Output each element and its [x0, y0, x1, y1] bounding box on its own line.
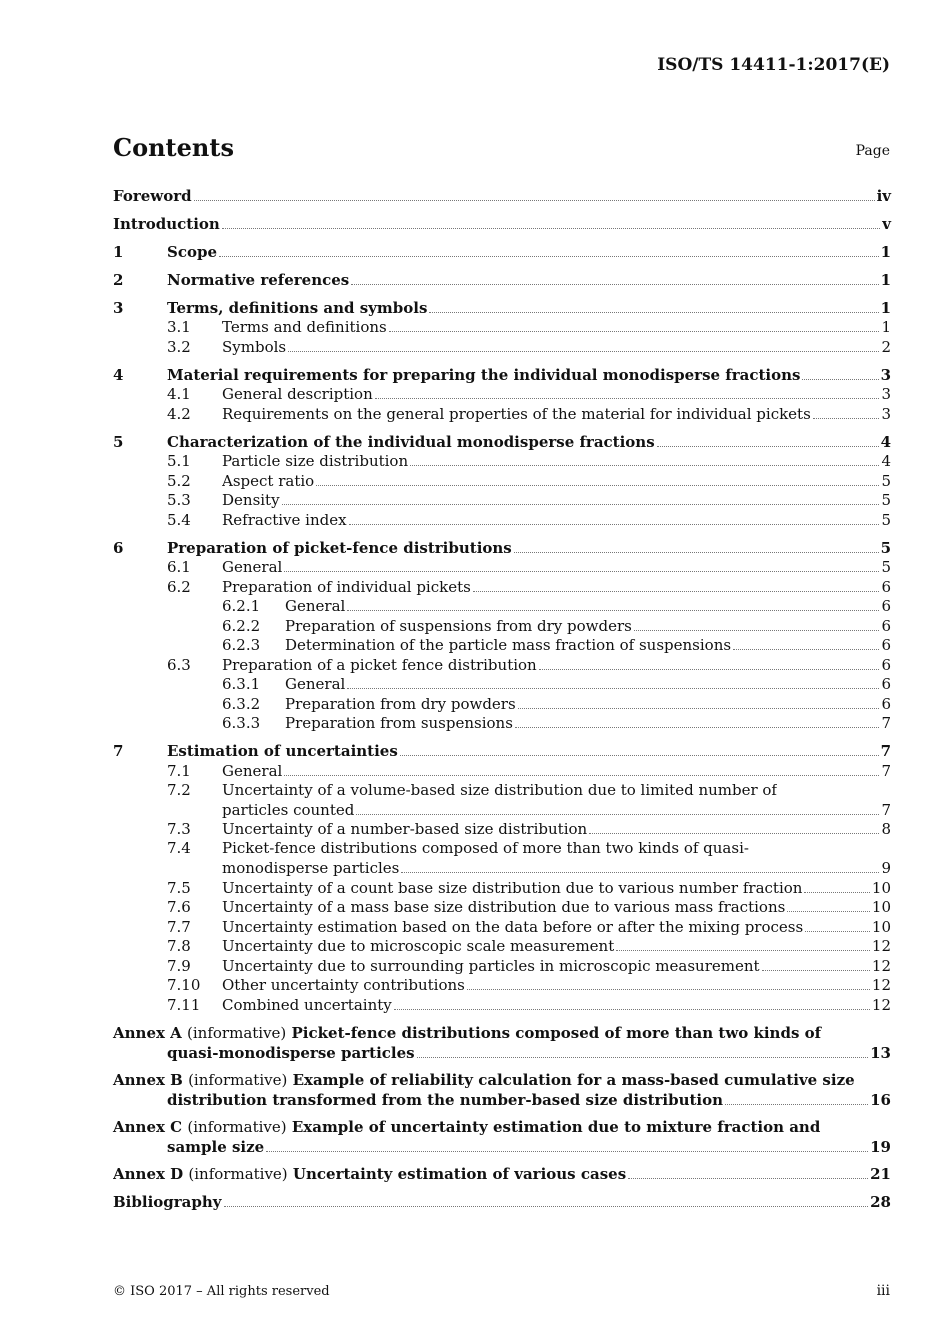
toc-title: Preparation of picket-fence distributions: [167, 538, 512, 557]
toc-title: General description: [222, 385, 373, 403]
toc-entry-4[interactable]: [113, 365, 891, 385]
toc-number: 4.2: [167, 404, 191, 423]
toc-entry-7-11[interactable]: [113, 995, 891, 1015]
toc-title: Uncertainty of a mass base size distribution due to various mass fractions: [222, 898, 786, 916]
toc-title: Other uncertainty contributions: [222, 976, 465, 994]
dot-leader: [429, 312, 878, 313]
toc-page: 6: [881, 694, 891, 713]
toc-entry-6-2-3[interactable]: [113, 636, 891, 656]
dot-leader: [282, 504, 880, 505]
toc-number: 7.8: [167, 937, 191, 955]
toc-title: Estimation of uncertainties: [167, 742, 398, 760]
toc-title: Bibliography: [113, 1193, 222, 1211]
toc-title: Combined uncertainty: [222, 995, 392, 1014]
toc-page: 5: [881, 510, 891, 529]
toc-title: Scope: [167, 242, 218, 261]
toc-title: Introduction: [113, 214, 220, 233]
toc-entry-2[interactable]: [113, 270, 891, 290]
toc-number: 7.3: [167, 820, 191, 838]
table-of-contents: [113, 186, 891, 1212]
dot-leader: [518, 708, 880, 709]
toc-title: Determination of the particle mass fraction of suspensions: [285, 636, 732, 654]
toc-number: 5: [113, 432, 124, 451]
toc-number: 6.2.3: [222, 636, 261, 654]
toc-number: 1: [113, 242, 124, 261]
toc-page: 6: [881, 577, 891, 596]
toc-number: 5.1: [167, 452, 191, 470]
toc-number: 7.6: [167, 898, 191, 916]
toc-title: Preparation from suspensions: [285, 714, 513, 732]
toc-page: 1: [880, 298, 891, 317]
page-column-label: Page: [855, 143, 890, 159]
toc-page: 1: [880, 242, 891, 261]
toc-number: 7.1: [167, 761, 191, 780]
toc-entry-5-4[interactable]: [113, 510, 891, 530]
toc-number: 6.2.2: [222, 616, 261, 635]
toc-number: 6.3.3: [222, 714, 261, 732]
toc-entry-7-9[interactable]: [113, 956, 891, 976]
toc-entry-annex-a[interactable]: [113, 1024, 891, 1063]
toc-title: Uncertainty of a number-based size distribution: [222, 820, 588, 838]
toc-title: Terms and definitions: [222, 318, 387, 336]
annex-label: Annex C: [113, 1117, 183, 1136]
toc-number: 3.1: [167, 318, 191, 336]
toc-page: 3: [881, 385, 891, 403]
dot-leader: [222, 228, 880, 229]
annex-type: (informative): [188, 1165, 288, 1183]
toc-entry-1[interactable]: [113, 242, 891, 262]
toc-number: 3.2: [167, 337, 191, 356]
toc-page: 12: [871, 976, 891, 994]
toc-entry-5[interactable]: [113, 432, 891, 452]
toc-entry-4-2[interactable]: [113, 404, 891, 424]
toc-number: 6.1: [167, 558, 191, 576]
toc-title-continued: monodisperse particles: [222, 859, 400, 877]
toc-entry-6-3-1[interactable]: [113, 675, 891, 695]
dot-leader: [762, 970, 870, 971]
copyright-notice: © ISO 2017 – All rights reserved: [113, 1284, 330, 1299]
toc-number: 5.3: [167, 491, 191, 509]
toc-number: 7.10: [167, 976, 201, 994]
toc-number: 7.5: [167, 878, 191, 897]
toc-number: 6: [113, 538, 124, 557]
annex-type: (informative): [187, 1023, 287, 1042]
toc-page: 6: [881, 597, 891, 615]
toc-page: 9: [881, 859, 891, 877]
toc-page: 7: [881, 714, 891, 732]
annex-label: Annex D: [113, 1165, 184, 1183]
contents-title: Contents: [113, 133, 234, 162]
toc-title: Normative references: [167, 270, 350, 289]
toc-entry-introduction[interactable]: [113, 214, 891, 234]
toc-title: General: [285, 597, 346, 615]
dot-leader: [657, 446, 879, 447]
toc-entry-5-3[interactable]: [113, 491, 891, 511]
toc-page: v: [882, 214, 891, 233]
dot-leader: [804, 892, 869, 893]
dot-leader: [539, 669, 880, 670]
toc-entry-7-5[interactable]: [113, 878, 891, 898]
toc-page: 16: [870, 1090, 891, 1109]
toc-entry-6-2[interactable]: [113, 577, 891, 597]
toc-number: 7.4: [167, 839, 191, 857]
annex-label: Annex A: [113, 1023, 182, 1042]
toc-number: 2: [113, 270, 124, 289]
toc-title: Uncertainty due to surrounding particles in microscopic measurement: [222, 956, 760, 975]
toc-page: 7: [881, 800, 891, 819]
toc-entry-6-1[interactable]: [113, 558, 891, 578]
dot-leader: [589, 833, 879, 834]
toc-page: 1: [881, 318, 891, 336]
toc-page: 3: [881, 404, 891, 423]
toc-entry-7-8[interactable]: [113, 937, 891, 957]
toc-entry-7-6[interactable]: [113, 898, 891, 918]
toc-entry-6-2-2[interactable]: [113, 616, 891, 636]
dot-leader: [349, 524, 880, 525]
toc-number: 7.7: [167, 917, 191, 936]
toc-title: Picket-fence distributions composed of more than two kinds of quasi-: [222, 839, 749, 857]
toc-number: 7.2: [167, 780, 191, 799]
toc-entry-bibliography[interactable]: [113, 1193, 891, 1213]
toc-page: iv: [876, 186, 891, 205]
toc-title: Preparation of individual pickets: [222, 577, 471, 596]
dot-leader: [347, 610, 879, 611]
toc-entry-3-1[interactable]: [113, 318, 891, 338]
toc-page: 6: [881, 675, 891, 693]
toc-title: Uncertainty of a count base size distribution due to various number fraction: [222, 878, 803, 897]
dot-leader: [514, 552, 879, 553]
toc-entry-7-2[interactable]: [113, 781, 891, 820]
toc-number: 6.3: [167, 655, 191, 674]
toc-page: 4: [881, 452, 891, 470]
toc-title: Uncertainty due to microscopic scale measurement: [222, 937, 615, 955]
toc-title: Density: [222, 491, 280, 509]
dot-leader: [417, 1057, 869, 1058]
toc-entry-6-3[interactable]: [113, 655, 891, 675]
dot-leader: [284, 775, 879, 776]
annex-type: (informative): [188, 1070, 288, 1089]
toc-entry-annex-b[interactable]: [113, 1071, 891, 1110]
annex-label: Annex B: [113, 1070, 183, 1089]
toc-page: 4: [880, 432, 891, 451]
dot-leader: [733, 649, 879, 650]
dot-leader: [356, 814, 879, 815]
document-id: ISO/TS 14411-1:2017(E): [657, 55, 890, 75]
annex-type: (informative): [187, 1117, 287, 1136]
toc-page: 6: [881, 655, 891, 674]
toc-entry-6-3-2[interactable]: [113, 694, 891, 714]
toc-title: Preparation from dry powders: [285, 694, 516, 713]
annex-title-continued: quasi-monodisperse particles: [167, 1043, 415, 1062]
toc-title: Preparation of a picket fence distribution: [222, 655, 537, 674]
toc-page: 5: [880, 538, 891, 557]
dot-leader: [316, 485, 879, 486]
annex-title-continued: sample size: [167, 1137, 265, 1156]
toc-page: 12: [871, 937, 891, 955]
toc-title: Symbols: [222, 337, 287, 356]
toc-title: Aspect ratio: [222, 471, 315, 490]
toc-page: 6: [881, 616, 891, 635]
toc-page: 1: [880, 270, 891, 289]
dot-leader: [194, 200, 875, 201]
dot-leader: [288, 351, 879, 352]
toc-title: Foreword: [113, 186, 192, 205]
toc-page: 2: [881, 337, 891, 356]
toc-number: 3: [113, 298, 124, 317]
toc-title: General: [285, 675, 346, 693]
dot-leader: [787, 911, 870, 912]
dot-leader: [375, 398, 880, 399]
toc-page: 7: [880, 742, 891, 760]
toc-title: Requirements on the general properties of the material for individual pickets: [222, 404, 811, 423]
dot-leader: [347, 688, 879, 689]
annex-title: Uncertainty estimation of various cases: [292, 1165, 627, 1183]
dot-leader: [616, 950, 870, 951]
toc-entry-7-10[interactable]: [113, 976, 891, 996]
toc-page: 6: [881, 636, 891, 654]
page-number: iii: [876, 1283, 890, 1299]
toc-title: Uncertainty of a volume-based size distribution due to limited number of: [222, 780, 777, 799]
toc-page: 12: [871, 956, 891, 975]
toc-title: Characterization of the individual monodisperse fractions: [167, 432, 655, 451]
toc-page: 8: [881, 820, 891, 838]
toc-entry-7-4[interactable]: [113, 839, 891, 878]
toc-page: 10: [871, 917, 891, 936]
toc-page: 13: [870, 1043, 891, 1062]
toc-entry-7-7[interactable]: [113, 917, 891, 937]
toc-entry-7-3[interactable]: [113, 820, 891, 840]
dot-leader: [802, 379, 878, 380]
dot-leader: [219, 256, 879, 257]
dot-leader: [813, 418, 880, 419]
toc-page: 10: [871, 898, 891, 916]
toc-entry-7[interactable]: [113, 742, 891, 762]
toc-entry-3[interactable]: [113, 298, 891, 318]
toc-entry-annex-c[interactable]: [113, 1118, 891, 1157]
annex-title: Example of uncertainty estimation due to mixture fraction and: [291, 1117, 821, 1136]
toc-page: 12: [871, 995, 891, 1014]
toc-title: Material requirements for preparing the individual monodisperse fractions: [167, 365, 801, 384]
dot-leader: [467, 989, 870, 990]
toc-title: General: [222, 558, 283, 576]
dot-leader: [394, 1009, 870, 1010]
dot-leader: [224, 1206, 869, 1207]
toc-title: Terms, definitions and symbols: [167, 298, 428, 317]
dot-leader: [266, 1151, 868, 1152]
toc-number: 6.2.1: [222, 597, 261, 615]
toc-number: 5.2: [167, 471, 191, 490]
toc-number: 6.2: [167, 577, 191, 596]
toc-title: Particle size distribution: [222, 452, 409, 470]
dot-leader: [805, 931, 870, 932]
toc-page: 3: [880, 365, 891, 384]
toc-entry-4-1[interactable]: [113, 385, 891, 405]
toc-title: Uncertainty estimation based on the data before or after the mixing process: [222, 917, 804, 936]
toc-number: 6.3.2: [222, 694, 261, 713]
toc-title-continued: particles counted: [222, 800, 355, 819]
dot-leader: [634, 630, 880, 631]
toc-number: 7.9: [167, 956, 191, 975]
dot-leader: [473, 591, 880, 592]
toc-page: 5: [881, 471, 891, 490]
toc-title: Preparation of suspensions from dry powders: [285, 616, 632, 635]
toc-page: 21: [870, 1165, 891, 1183]
toc-number: 4.1: [167, 385, 191, 403]
toc-page: 7: [881, 761, 891, 780]
dot-leader: [401, 872, 879, 873]
toc-entry-3-2[interactable]: [113, 337, 891, 357]
toc-page: 19: [870, 1137, 891, 1156]
toc-entry-6[interactable]: [113, 538, 891, 558]
toc-title: Refractive index: [222, 510, 347, 529]
toc-entry-5-2[interactable]: [113, 471, 891, 491]
toc-page: 10: [871, 878, 891, 897]
annex-title: Picket-fence distributions composed of more than two kinds of: [291, 1023, 822, 1042]
toc-page: 5: [881, 558, 891, 576]
dot-leader: [725, 1104, 868, 1105]
annex-title-continued: distribution transformed from the number-based size distribution: [167, 1090, 724, 1109]
toc-number: 5.4: [167, 510, 191, 529]
toc-number: 7.11: [167, 995, 201, 1014]
toc-entry-7-1[interactable]: [113, 761, 891, 781]
dot-leader: [351, 284, 878, 285]
toc-page: 5: [881, 491, 891, 509]
toc-entry-6-2-1[interactable]: [113, 597, 891, 617]
toc-entry-6-3-3[interactable]: [113, 714, 891, 734]
dot-leader: [389, 331, 880, 332]
toc-title: General: [222, 761, 283, 780]
dot-leader: [515, 727, 880, 728]
toc-number: 7: [113, 742, 124, 760]
toc-number: 4: [113, 365, 124, 384]
dot-leader: [284, 571, 879, 572]
annex-title: Example of reliability calculation for a mass-based cumulative size: [292, 1070, 855, 1089]
toc-entry-foreword[interactable]: [113, 186, 891, 206]
toc-number: 6.3.1: [222, 675, 261, 693]
toc-page: 28: [870, 1193, 891, 1211]
dot-leader: [628, 1178, 868, 1179]
dot-leader: [400, 755, 879, 756]
toc-entry-5-1[interactable]: [113, 452, 891, 472]
toc-entry-annex-d[interactable]: [113, 1165, 891, 1185]
dot-leader: [410, 465, 879, 466]
